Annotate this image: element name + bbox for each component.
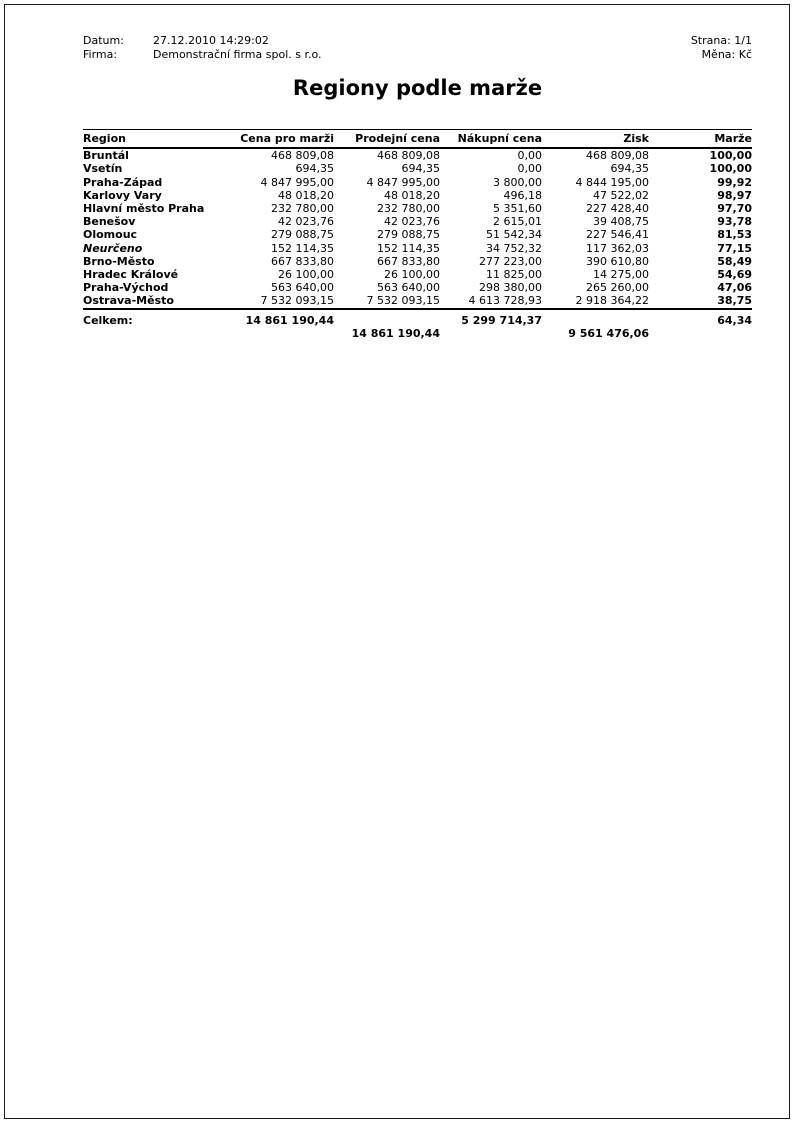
region-cell: Brno-Město <box>83 254 155 268</box>
prodejni-cena-cell: 563 640,00 <box>377 281 440 295</box>
prodejni-cena-cell: 4 847 995,00 <box>366 175 440 189</box>
region-cell: Ostrava-Město <box>83 294 174 308</box>
header-meta-left <box>83 34 322 61</box>
totals-label: Celkem: <box>83 309 223 327</box>
cena-pro-marzi-cell: 42 023,76 <box>278 215 334 229</box>
prodejni-cena-cell: 667 833,80 <box>377 254 440 268</box>
nakupni-cena-cell: 34 752,32 <box>486 241 542 255</box>
zisk-cell: 694,35 <box>610 162 649 176</box>
report-table <box>83 129 752 340</box>
cena-pro-marzi-cell: 563 640,00 <box>271 281 334 295</box>
nakupni-cena-cell: 277 223,00 <box>479 254 542 268</box>
totals-cena-pro-marzi: 14 861 190,44 <box>223 309 334 327</box>
region-cell: Karlovy Vary <box>83 188 162 202</box>
totals-empty-cell <box>83 327 223 340</box>
zisk-cell: 39 408,75 <box>593 215 649 229</box>
nakupni-cena-cell: 0,00 <box>517 149 542 163</box>
region-cell: Praha-Východ <box>83 281 169 295</box>
table-row <box>83 202 752 215</box>
region-cell: Olomouc <box>83 228 138 242</box>
table-row <box>83 189 752 202</box>
table-row <box>83 281 752 294</box>
report-page <box>83 0 752 340</box>
report-title: Regiony podle marže <box>292 76 543 100</box>
nakupni-cena-cell: 4 613 728,93 <box>468 294 542 308</box>
marze-cell: 97,70 <box>717 202 752 216</box>
column-header-marze: Marže <box>649 130 752 149</box>
column-header-prodejni-cena: Prodejní cena <box>334 130 440 149</box>
totals-marze: 64,34 <box>649 309 752 327</box>
region-cell: Benešov <box>83 215 136 229</box>
marze-cell: 93,78 <box>717 215 752 229</box>
company-label: Firma: <box>83 47 118 61</box>
totals-empty-cell <box>440 327 542 340</box>
cena-pro-marzi-cell: 279 088,75 <box>271 228 334 242</box>
nakupni-cena-cell: 298 380,00 <box>479 281 542 295</box>
table-header-row <box>83 130 752 149</box>
table-row <box>83 162 752 175</box>
marze-cell: 100,00 <box>709 149 752 163</box>
totals-row-secondary <box>83 327 752 340</box>
document-header <box>83 34 752 61</box>
prodejni-cena-cell: 232 780,00 <box>377 202 440 216</box>
column-header-region: Region <box>83 130 223 149</box>
cena-pro-marzi-cell: 152 114,35 <box>271 241 334 255</box>
cena-pro-marzi-cell: 232 780,00 <box>271 202 334 216</box>
marze-cell: 47,06 <box>717 281 752 295</box>
cena-pro-marzi-cell: 667 833,80 <box>271 254 334 268</box>
zisk-cell: 468 809,08 <box>586 149 649 163</box>
marze-cell: 77,15 <box>717 241 752 255</box>
totals-prodejni-cena: 14 861 190,44 <box>351 326 440 340</box>
nakupni-cena-cell: 2 615,01 <box>493 215 542 229</box>
table-row <box>83 294 752 308</box>
header-meta-right <box>691 34 752 61</box>
totals-row-primary <box>83 309 752 327</box>
table-row <box>83 268 752 281</box>
prodejni-cena-cell: 694,35 <box>401 162 440 176</box>
zisk-cell: 47 522,02 <box>593 188 649 202</box>
cena-pro-marzi-cell: 26 100,00 <box>278 268 334 282</box>
zisk-cell: 2 918 364,22 <box>575 294 649 308</box>
currency: Měna: Kč <box>701 47 752 61</box>
zisk-cell: 117 362,03 <box>586 241 649 255</box>
totals-nakupni-cena: 5 299 714,37 <box>440 309 542 327</box>
zisk-cell: 265 260,00 <box>586 281 649 295</box>
totals-zisk: 9 561 476,06 <box>568 326 649 340</box>
date-row <box>83 34 322 48</box>
prodejni-cena-cell: 468 809,08 <box>377 149 440 163</box>
region-cell: Praha-Západ <box>83 175 163 189</box>
cena-pro-marzi-cell: 7 532 093,15 <box>260 294 334 308</box>
prodejni-cena-cell: 26 100,00 <box>384 268 440 282</box>
marze-cell: 99,92 <box>717 175 752 189</box>
marze-cell: 98,97 <box>717 188 752 202</box>
region-cell: Vsetín <box>83 162 123 176</box>
nakupni-cena-cell: 3 800,00 <box>493 175 542 189</box>
region-cell: Hradec Králové <box>83 268 179 282</box>
page-number: Strana: 1/1 <box>690 34 752 47</box>
zisk-cell: 227 428,40 <box>586 202 649 216</box>
column-header-nakupni-cena: Nákupní cena <box>440 130 542 149</box>
marze-cell: 100,00 <box>709 162 752 176</box>
table-row <box>83 255 752 268</box>
nakupni-cena-cell: 5 351,60 <box>493 202 542 216</box>
company-value: Demonstrační firma spol. s r.o. <box>153 47 322 61</box>
prodejni-cena-cell: 42 023,76 <box>384 215 440 229</box>
cena-pro-marzi-cell: 694,35 <box>295 162 334 176</box>
totals-empty-cell <box>334 309 440 327</box>
marze-cell: 54,69 <box>717 268 752 282</box>
nakupni-cena-cell: 0,00 <box>517 162 542 176</box>
prodejni-cena-cell: 48 018,20 <box>384 188 440 202</box>
nakupni-cena-cell: 51 542,34 <box>486 228 542 242</box>
marze-cell: 58,49 <box>717 254 752 268</box>
zisk-cell: 227 546,41 <box>586 228 649 242</box>
date-label: Datum: <box>83 34 124 47</box>
table-row <box>83 215 752 228</box>
zisk-cell: 4 844 195,00 <box>575 175 649 189</box>
cena-pro-marzi-cell: 468 809,08 <box>271 149 334 163</box>
prodejni-cena-cell: 7 532 093,15 <box>366 294 440 308</box>
totals-empty-cell <box>542 309 649 327</box>
region-cell: Hlavní město Praha <box>83 202 205 216</box>
date-value: 27.12.2010 14:29:02 <box>153 34 269 47</box>
prodejni-cena-cell: 279 088,75 <box>377 228 440 242</box>
totals-empty-cell <box>223 327 334 340</box>
cena-pro-marzi-cell: 4 847 995,00 <box>260 175 334 189</box>
cena-pro-marzi-cell: 48 018,20 <box>278 188 334 202</box>
column-header-zisk: Zisk <box>542 130 649 149</box>
nakupni-cena-cell: 496,18 <box>503 188 542 202</box>
company-row <box>83 48 322 62</box>
table-row-unassigned <box>83 242 752 255</box>
nakupni-cena-cell: 11 825,00 <box>486 268 542 282</box>
zisk-cell: 14 275,00 <box>593 268 649 282</box>
prodejni-cena-cell: 152 114,35 <box>377 241 440 255</box>
table-row <box>83 228 752 241</box>
table-row <box>83 176 752 189</box>
totals-empty-cell <box>649 327 752 340</box>
column-header-cena-pro-marzi: Cena pro marži <box>223 130 334 149</box>
region-cell: Bruntál <box>83 149 129 163</box>
table-row <box>83 148 752 162</box>
marze-cell: 38,75 <box>717 294 752 308</box>
zisk-cell: 390 610,80 <box>586 254 649 268</box>
marze-cell: 81,53 <box>717 228 752 242</box>
region-cell: Neurčeno <box>83 241 143 255</box>
